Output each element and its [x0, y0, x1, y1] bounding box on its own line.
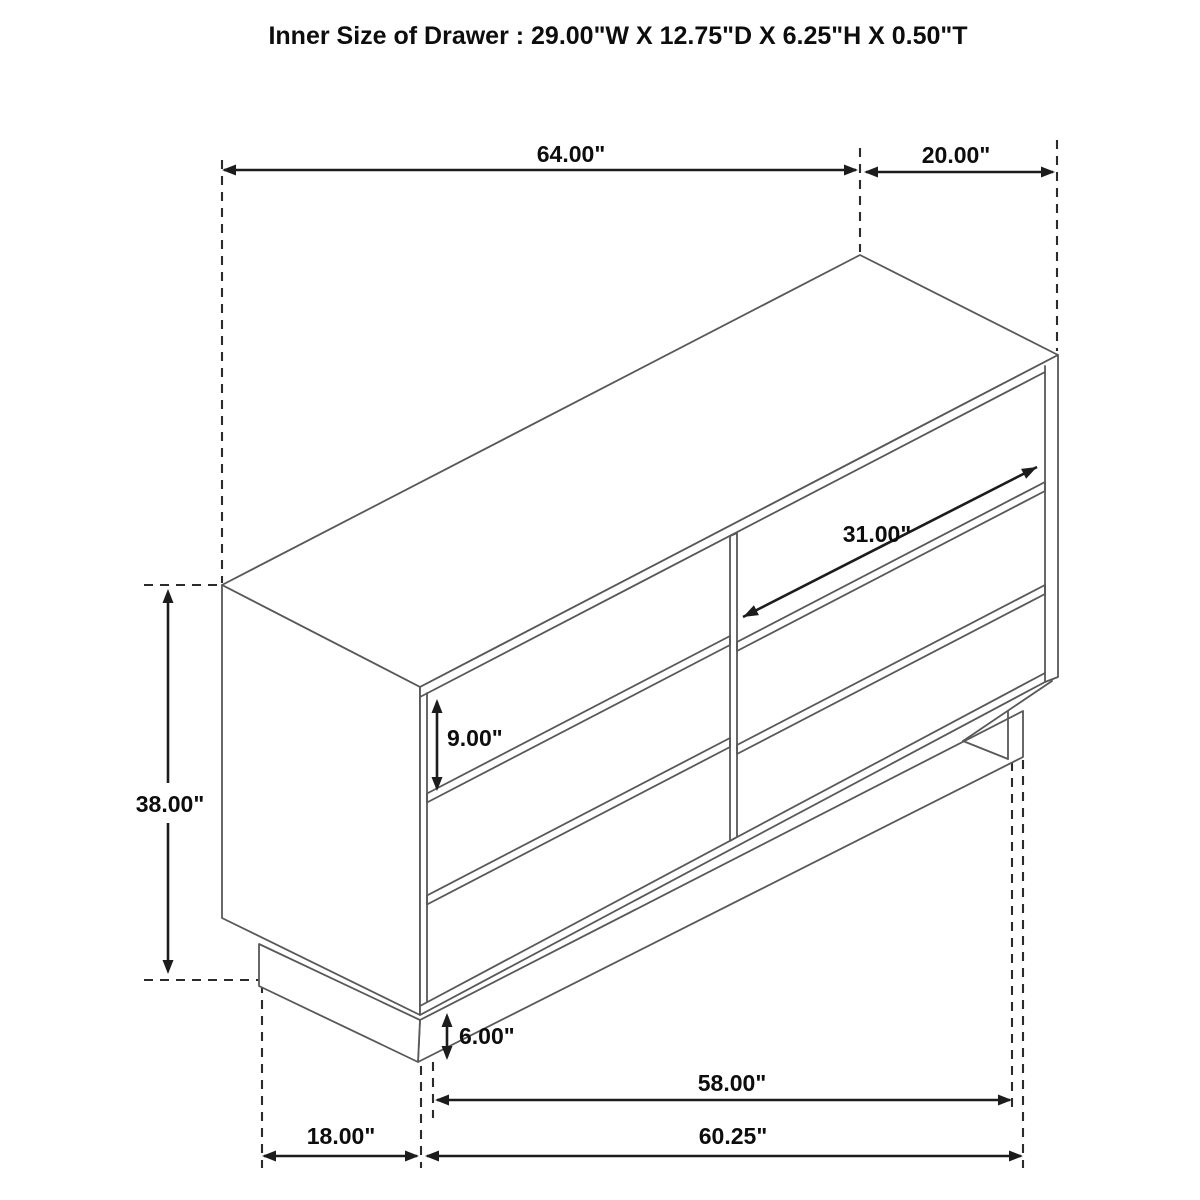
dim-left-floor-offset [262, 1123, 419, 1162]
arrowhead-left [222, 165, 236, 176]
arrowhead-right [1009, 1151, 1023, 1162]
arrowhead-left [864, 167, 878, 178]
label-drawer-height: 9.00" [447, 725, 503, 751]
label-floor-width: 60.25" [698, 1123, 768, 1149]
label-overall-width: 64.00" [536, 141, 606, 167]
arrowhead-right [998, 1095, 1012, 1106]
arrowhead-left [425, 1151, 439, 1162]
arrowhead-up [163, 589, 174, 603]
dim-floor-width [425, 1123, 1023, 1162]
arrowhead-right [405, 1151, 419, 1162]
arrowhead-left [435, 1095, 449, 1106]
dim-overall-width [222, 141, 858, 176]
dim-base-width [435, 1070, 1012, 1106]
label-base-width: 58.00" [697, 1070, 767, 1096]
arrowhead-down [163, 960, 174, 974]
label-base-height: 6.00" [459, 1023, 515, 1049]
arrowhead-left [262, 1151, 276, 1162]
arrowhead-right [1041, 167, 1055, 178]
label-left-floor-offset: 18.00" [306, 1123, 376, 1149]
arrowhead-down [442, 1046, 453, 1060]
dim-top-depth [864, 142, 1055, 178]
label-top-depth: 20.00" [921, 142, 991, 168]
dresser-line-art [222, 255, 1058, 1062]
label-overall-height: 38.00" [135, 791, 205, 817]
dim-overall-height [136, 589, 204, 974]
label-drawer-width: 31.00" [842, 521, 912, 547]
arrowhead-right [844, 165, 858, 176]
diagram-title: Inner Size of Drawer : 29.00"W X 12.75"D X 6.25"H X 0.50"T [268, 22, 968, 50]
